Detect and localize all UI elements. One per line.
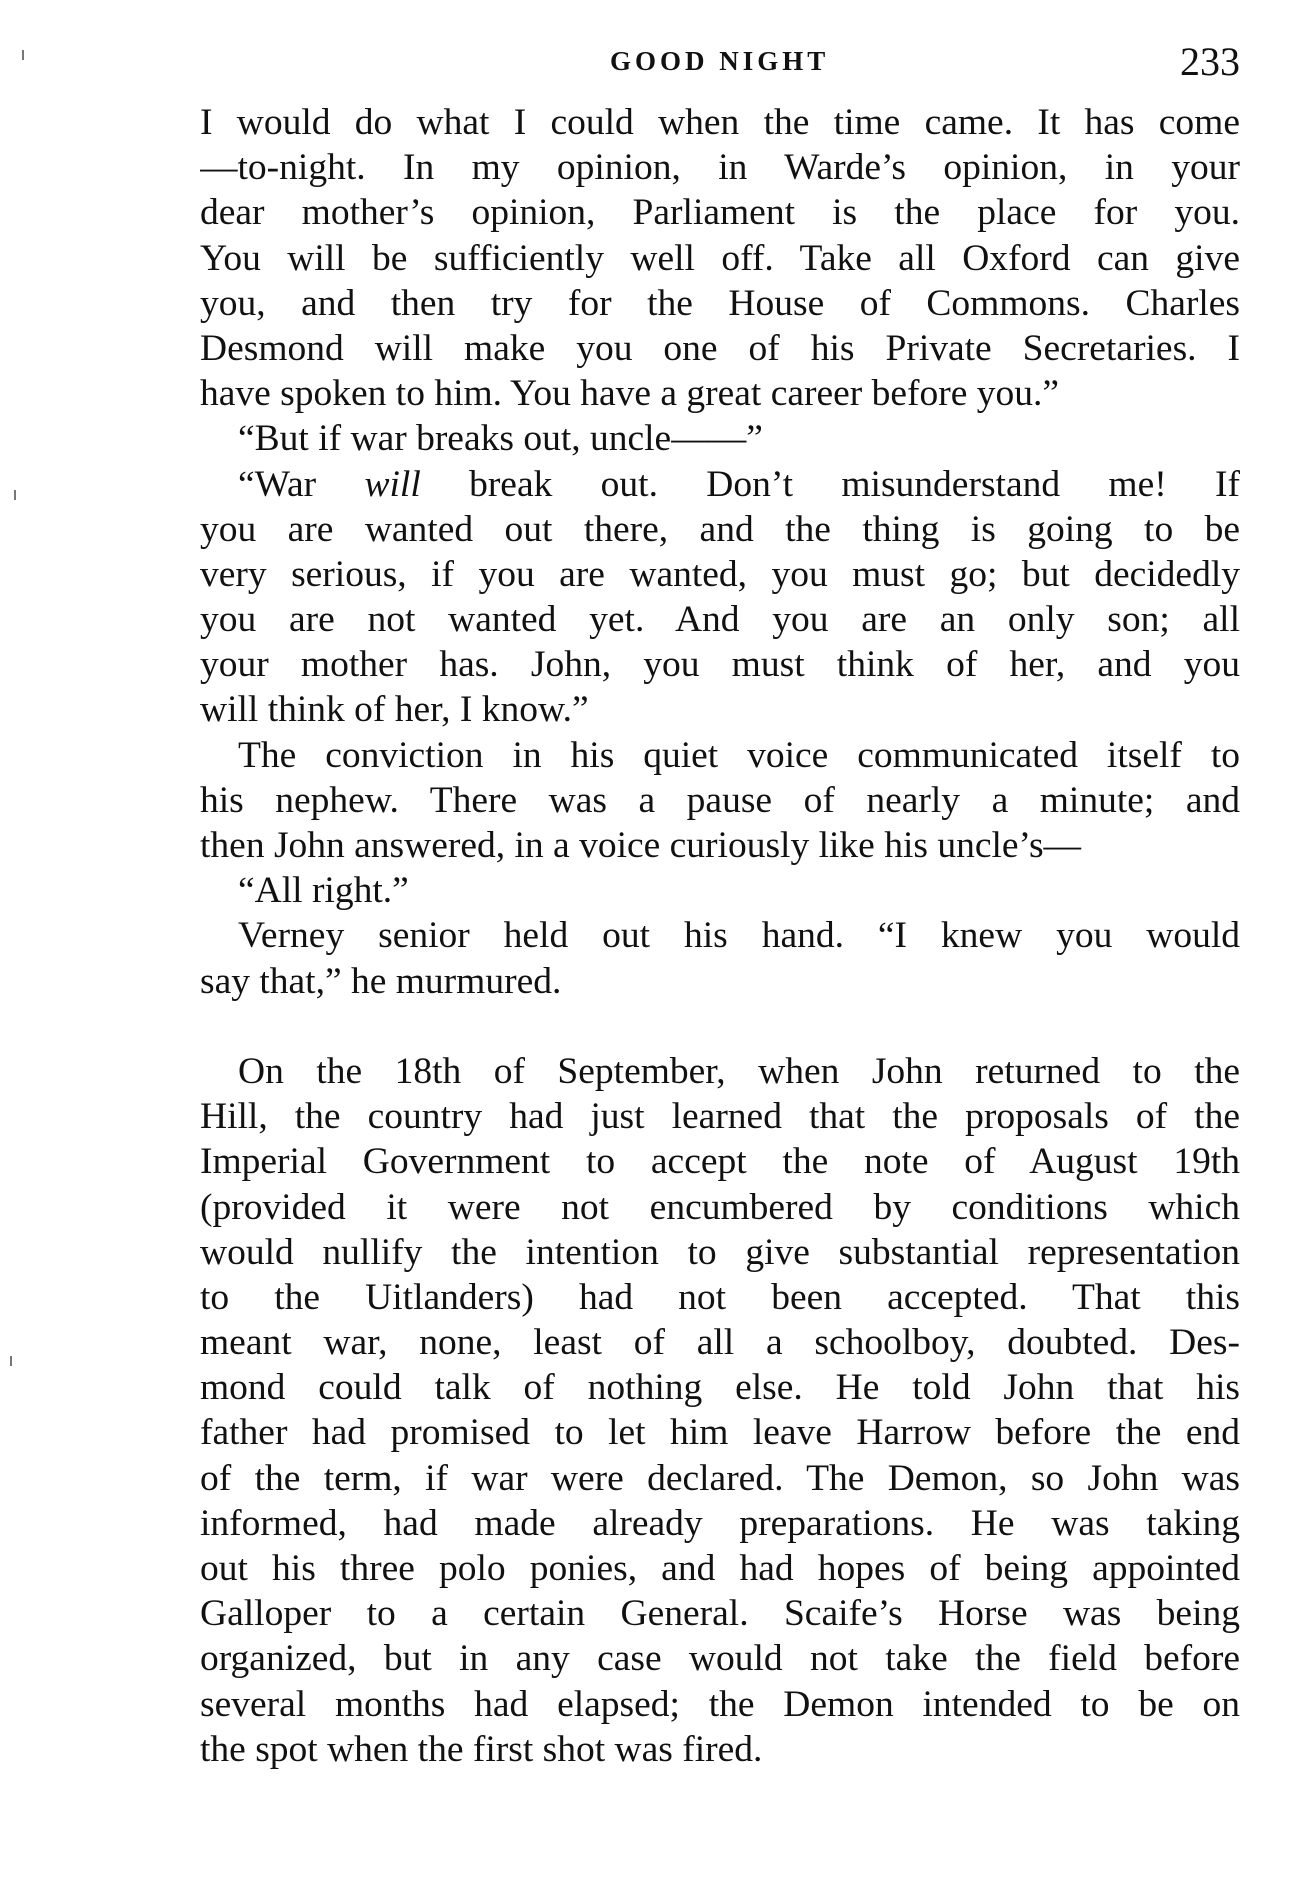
text-line: very serious, if you are wanted, you must go; but decidedly (200, 553, 1240, 595)
text-line: The conviction in his quiet voice communicated itself to (238, 734, 1240, 776)
text-line: —to-night. In my opinion, in Warde’s opinion, in your (200, 147, 1240, 189)
text-line: Hill, the country had just learned that the proposals of the (200, 1096, 1240, 1138)
text-line: have spoken to him. You have a great career before you.” (200, 373, 1060, 415)
emphasis: will (364, 463, 421, 505)
text-line: meant war, none, least of all a schoolboy, doubted. Des- (200, 1322, 1240, 1364)
text-line: you, and then try for the House of Commons. Charles (200, 282, 1240, 324)
page-number: 233 (1180, 39, 1240, 84)
text-line: would nullify the intention to give substantial representation (200, 1231, 1240, 1273)
text-line: you are not wanted yet. And you are an only son; all (200, 599, 1240, 641)
text-line: the spot when the first shot was fired. (200, 1728, 763, 1770)
text-line: I would do what I could when the time came. It has come (200, 102, 1240, 143)
text-line: “War will break out. Don’t misunderstand me! If (238, 463, 1240, 505)
text-line: informed, had made already preparations. He was taking (200, 1502, 1240, 1544)
text-line: Desmond will make you one of his Private Secretaries. I (200, 327, 1240, 369)
section-break (200, 1004, 1240, 1049)
margin-speck (22, 50, 24, 60)
text-line: to the Uitlanders) had not been accepted. That this (200, 1276, 1240, 1318)
text-line: several months had elapsed; the Demon intended to be on (200, 1683, 1240, 1725)
text-line: Galloper to a certain General. Scaife’s Horse was being (200, 1593, 1240, 1635)
text-line: father had promised to let him leave Harrow before the end (200, 1412, 1240, 1454)
text-line: organized, but in any case would not take the field before (200, 1638, 1240, 1680)
margin-speck (10, 1356, 12, 1366)
text-line: mond could talk of nothing else. He told John that his (200, 1367, 1240, 1409)
running-title: GOOD NIGHT (610, 46, 830, 76)
text-line: of the term, if war were declared. The Demon, so John was (200, 1457, 1240, 1499)
text-line: Verney senior held out his hand. “I knew you would (238, 915, 1240, 957)
running-head (200, 38, 1240, 98)
text-line: dear mother’s opinion, Parliament is the place for you. (200, 192, 1240, 234)
text-line: out his three polo ponies, and had hopes of being appointed (200, 1548, 1240, 1589)
text-line: you are wanted out there, and the thing is going to be (200, 508, 1240, 550)
text-line: “But if war breaks out, uncle——” (238, 418, 763, 460)
text-line: your mother has. John, you must think of her, and you (200, 644, 1240, 686)
text-line: You will be sufficiently well off. Take all Oxford can give (200, 237, 1240, 279)
body-text (200, 100, 1240, 1772)
text-line: his nephew. There was a pause of nearly a minute; and (200, 779, 1240, 821)
text-line: “All right.” (238, 870, 409, 912)
margin-speck (14, 490, 16, 500)
text-line: say that,” he murmured. (200, 960, 562, 1002)
text-line: Imperial Government to accept the note of August 19th (200, 1141, 1240, 1183)
text-line: then John answered, in a voice curiously like his uncle’s— (200, 825, 1082, 866)
text-line: will think of her, I know.” (200, 689, 589, 731)
text-line: (provided it were not encumbered by conditions which (200, 1186, 1240, 1228)
text-line: On the 18th of September, when John returned to the (238, 1050, 1240, 1092)
